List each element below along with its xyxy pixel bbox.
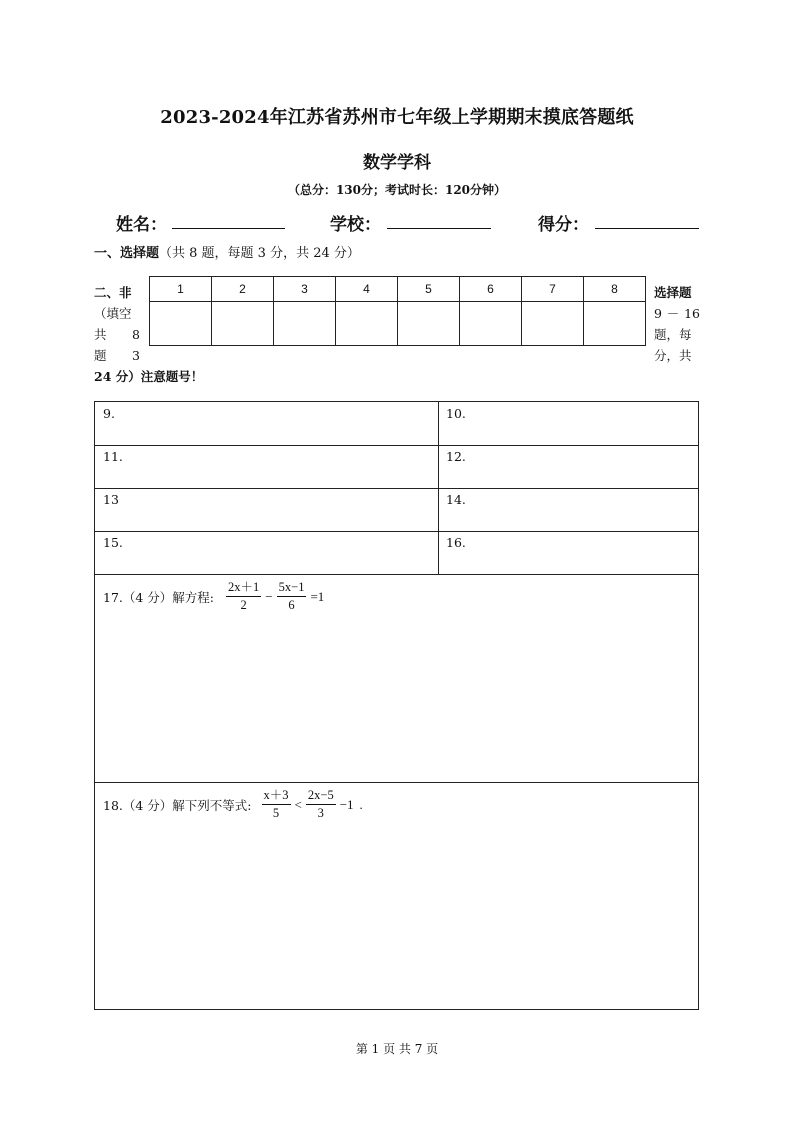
name-field[interactable] <box>172 228 285 229</box>
choice-number: 8 <box>584 277 646 302</box>
choice-answer-row <box>150 302 646 346</box>
section1-title: 一、选择题 <box>94 246 160 261</box>
answer-cell-13[interactable] <box>95 488 438 531</box>
numerator: 2x−5 <box>306 788 336 805</box>
numerator: 2x＋1 <box>226 580 261 597</box>
numerator: x＋3 <box>262 788 291 805</box>
inequality-rhs: −1 <box>339 796 354 812</box>
cell-label: 14. <box>446 492 466 507</box>
answer-cell-15[interactable] <box>95 531 438 574</box>
section2-word: 题 <box>94 348 107 363</box>
section2-word: 3 <box>132 348 140 363</box>
choice-answer-cell[interactable] <box>584 302 646 346</box>
choice-number: 4 <box>336 277 398 302</box>
section2-line <box>94 324 140 345</box>
exam-info: （总分：130分；考试时长：120分钟） <box>287 183 507 197</box>
denominator: 3 <box>317 806 324 820</box>
numerator: 5x−1 <box>277 580 307 597</box>
answer-area-17[interactable] <box>95 574 698 782</box>
grid-divider <box>95 445 698 446</box>
problem-18 <box>103 788 365 821</box>
section1-detail: （共 8 题，每题 3 分，共 24 分） <box>159 246 360 261</box>
section2-text-right <box>654 282 700 366</box>
fraction <box>306 788 336 821</box>
grid-divider <box>95 488 698 489</box>
choice-number-row <box>150 277 646 302</box>
section2-word: （填空 <box>94 306 132 321</box>
answer-area-18[interactable] <box>95 783 698 1009</box>
school-label: 学校： <box>330 215 381 235</box>
section2-line <box>654 345 700 366</box>
section2-line <box>654 303 700 324</box>
section2-text-left <box>94 282 140 366</box>
choice-answer-cell[interactable] <box>212 302 274 346</box>
section2-line <box>94 282 140 303</box>
section2-word: 8 <box>132 327 140 342</box>
section2-word: － <box>666 306 680 321</box>
cell-label: 11. <box>103 449 123 464</box>
period: . <box>359 796 363 812</box>
answer-cell-16[interactable] <box>438 531 698 574</box>
section2-word: 选择题 <box>654 285 692 300</box>
school-field[interactable] <box>387 228 491 229</box>
choice-number: 7 <box>522 277 584 302</box>
cell-label: 15. <box>103 535 123 550</box>
minus-sign: − <box>265 588 273 604</box>
cell-label: 13 <box>103 492 119 507</box>
section2-word: 16 <box>684 306 700 321</box>
section2-word: 9 <box>654 306 662 321</box>
choice-answer-cell[interactable] <box>460 302 522 346</box>
choice-number: 5 <box>398 277 460 302</box>
section2-word: 题，每 <box>654 327 692 342</box>
choice-answer-cell[interactable] <box>398 302 460 346</box>
fraction <box>226 580 261 613</box>
subject-title: 数学学科 <box>363 153 431 173</box>
choice-answer-cell[interactable] <box>336 302 398 346</box>
problem-18-label: 18.（4 分）解下列不等式: <box>103 797 252 813</box>
denominator: 6 <box>288 598 295 612</box>
answer-cell-9[interactable] <box>95 402 438 445</box>
cell-label: 12. <box>446 449 466 464</box>
choice-number: 3 <box>274 277 336 302</box>
cell-label: 10. <box>446 406 466 421</box>
section2-word: 二、非 <box>94 285 132 300</box>
cell-label: 9. <box>103 406 115 421</box>
equation-rhs: =1 <box>310 588 325 604</box>
page-title: 2023-2024年江苏省苏州市七年级上学期期末摸底答题纸 <box>160 107 634 128</box>
section2-line <box>654 324 700 345</box>
fraction <box>262 788 291 821</box>
choice-answer-cell[interactable] <box>274 302 336 346</box>
section2-note: 24 分）注意题号！ <box>94 369 204 384</box>
section2-line <box>94 303 140 324</box>
answer-grid <box>94 401 699 1010</box>
section2-line <box>94 345 140 366</box>
answer-cell-10[interactable] <box>438 402 698 445</box>
page-footer: 第 1 页 共 7 页 <box>355 1042 439 1056</box>
score-label: 得分： <box>538 215 589 235</box>
answer-cell-12[interactable] <box>438 445 698 488</box>
fraction <box>277 580 307 613</box>
name-label: 姓名： <box>116 215 167 235</box>
choice-answer-cell[interactable] <box>522 302 584 346</box>
less-than-sign: < <box>294 796 302 812</box>
choice-number: 2 <box>212 277 274 302</box>
choice-answer-table <box>149 276 646 346</box>
section2-line <box>654 282 700 303</box>
denominator: 2 <box>240 598 247 612</box>
answer-cell-14[interactable] <box>438 488 698 531</box>
problem-17-label: 17.（4 分）解方程: <box>103 589 215 605</box>
section2-word: 分，共 <box>654 348 692 363</box>
choice-answer-cell[interactable] <box>150 302 212 346</box>
answer-cell-11[interactable] <box>95 445 438 488</box>
grid-divider <box>95 531 698 532</box>
problem-17 <box>103 580 326 613</box>
section1-heading <box>94 242 360 261</box>
choice-number: 6 <box>460 277 522 302</box>
denominator: 5 <box>272 806 280 820</box>
choice-number: 1 <box>150 277 212 302</box>
score-field[interactable] <box>595 228 699 229</box>
section2-word: 共 <box>94 327 107 342</box>
cell-label: 16. <box>446 535 466 550</box>
